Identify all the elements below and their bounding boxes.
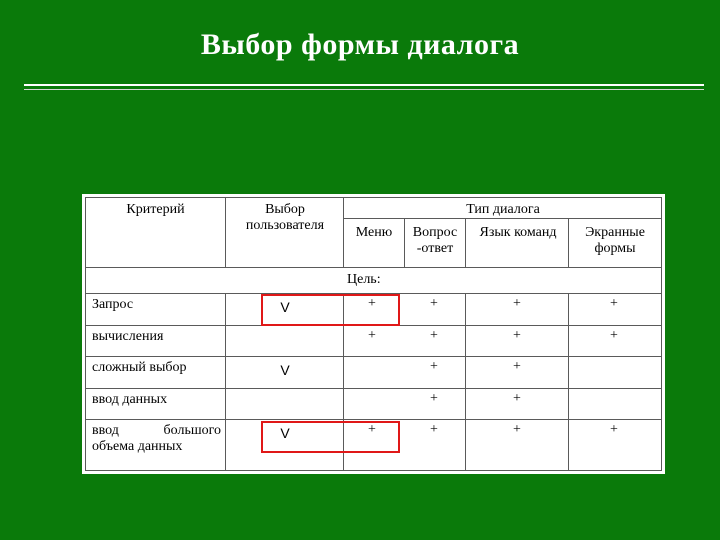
row-label: ввод данных xyxy=(92,392,168,407)
user-choice-mark: V xyxy=(280,362,290,378)
row-label: сложный выбор xyxy=(92,360,187,375)
qa-mark: + xyxy=(430,391,438,406)
cmd-mark: + xyxy=(513,359,521,374)
menu-mark: + xyxy=(368,328,376,343)
vline-criterion xyxy=(225,197,226,268)
title-divider-thin xyxy=(24,89,704,90)
table-border-top xyxy=(85,197,662,198)
header-menu: Меню xyxy=(355,225,393,240)
qa-mark: + xyxy=(430,296,438,311)
slide-title: Выбор формы диалога xyxy=(200,28,520,61)
qa-mark: + xyxy=(430,422,438,437)
row-label: Запрос xyxy=(92,297,134,312)
vline-menu-body xyxy=(465,218,466,268)
hline-row4 xyxy=(85,419,662,420)
cmd-mark: + xyxy=(513,391,521,406)
row-label: вычисления xyxy=(92,329,164,344)
user-choice-mark: V xyxy=(280,299,290,315)
header-dialog-type: Тип диалога xyxy=(466,202,540,217)
qa-mark: + xyxy=(430,328,438,343)
header-screen-forms: Экранные формы xyxy=(585,225,645,256)
header-command-lang: Язык команд xyxy=(479,225,557,240)
table-border-right xyxy=(661,197,662,471)
forms-mark: + xyxy=(610,296,618,311)
header-user-choice: Выбор пользователя xyxy=(245,202,325,233)
highlight-box-row5 xyxy=(261,421,400,453)
header-criterion: Критерий xyxy=(126,202,185,217)
menu-mark: + xyxy=(368,296,376,311)
forms-mark: + xyxy=(610,328,618,343)
hline-row2 xyxy=(85,356,662,357)
dialog-form-table xyxy=(82,194,665,474)
cmd-mark: + xyxy=(513,328,521,343)
cmd-mark: + xyxy=(513,296,521,311)
vline-cmd-body xyxy=(568,293,569,471)
menu-mark: + xyxy=(368,422,376,437)
vline-criterion-body xyxy=(225,293,226,471)
forms-mark: + xyxy=(610,422,618,437)
header-qa: Вопрос -ответ xyxy=(412,225,458,256)
header-goal: Цель: xyxy=(347,272,381,287)
table-border-bottom xyxy=(85,470,662,471)
cmd-mark: + xyxy=(513,422,521,437)
title-divider xyxy=(24,84,704,86)
qa-mark: + xyxy=(430,359,438,374)
hline-dialog-type xyxy=(343,218,662,219)
hline-row3 xyxy=(85,388,662,389)
highlight-box-row1 xyxy=(261,294,400,326)
vline-qa xyxy=(465,293,466,471)
user-choice-mark: V xyxy=(280,425,290,441)
hline-header-bottom xyxy=(85,267,662,268)
row-label: ввод большого объема данных xyxy=(92,423,221,454)
